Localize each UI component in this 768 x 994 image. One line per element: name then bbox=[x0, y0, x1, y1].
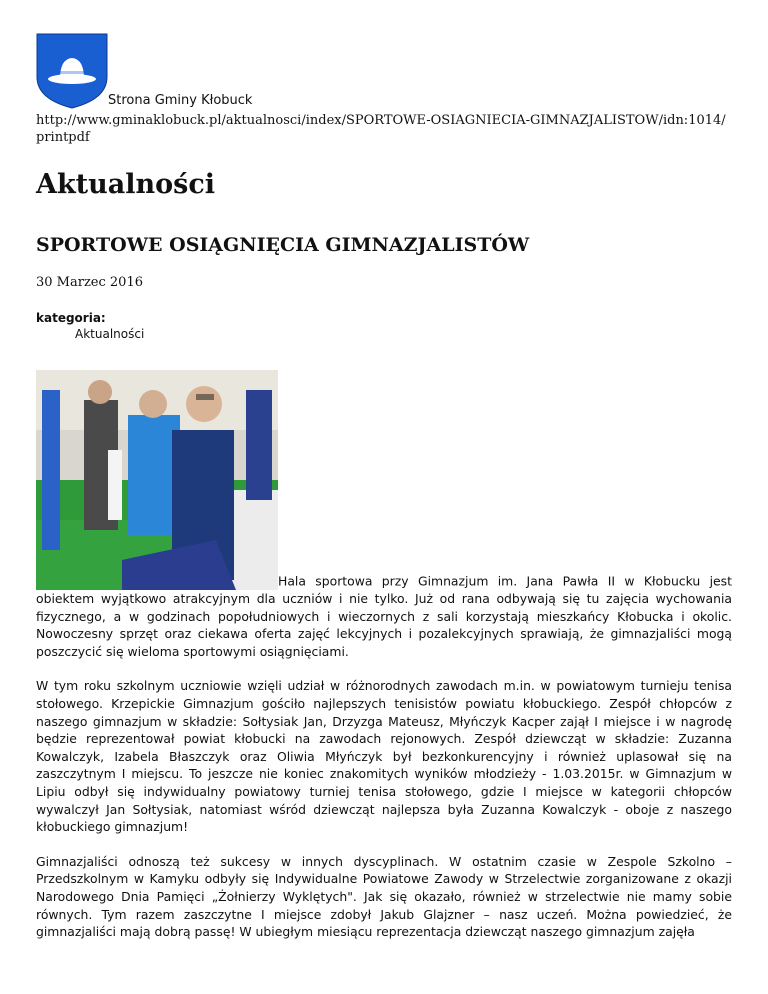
site-name: Strona Gminy Kłobuck bbox=[108, 93, 253, 108]
document-page bbox=[36, 33, 732, 941]
source-url[interactable]: http://www.gminaklobuck.pl/aktualnosci/index/SPORTOWE-OSIAGNIECIA-GIMNAZJALISTOW/idn:1014/printpdf bbox=[36, 113, 726, 145]
coat-of-arms-icon bbox=[36, 33, 108, 109]
header bbox=[36, 33, 732, 146]
section-title: Aktualności bbox=[36, 169, 216, 200]
article-paragraph-1: Hala sportowa przy Gimnazjum im. Jana Pawła II w Kłobucku jest obiektem wyjątkowo atrakcyjnym dla uczniów i nie tylko. Już od rana odbywają się tu zajęcia wychowania fizycznego, a w godzinach popołudniowych i wieczornych z sali korzystają mieszkańcy Kłobucka i okolic. Nowoczesny sprzęt oraz ciekawa oferta zajęć lekcyjnych i pozalekcyjnych sprawiają, że gimnazjaliści mogą poszczycić się wieloma sportowymi osiągnięciami. bbox=[36, 370, 732, 660]
article-paragraph-2: W tym roku szkolnym uczniowie wzięli udział w różnorodnych zawodach m.in. w powiatowym turnieju tenisa stołowego. Krzepickie Gimnazjum gościło najlepszych tenisistów powiatu kłobuckiego. Zespół chłopców z naszego gimnazjum w składzie: Sołtysiak Jan, Drzyzga Mateusz, Młyńczyk Kacper zajął I miejsce i w nagrodę będzie reprezentował powiat kłobucki na zawodach rejonowych. Zespół dziewcząt w składzie: Zuzanna Kowalczyk, Izabela Błaszczyk oraz Oliwia Młyńczyk był bezkonkurencyjny i również uplasował się na zaszczytnym I miejscu. To jeszcze nie koniec znakomitych wyników młodzieży - 1.03.2015r. w Gimnazjum w Lipiu odbył się indywidualny powiatowy turniej tenisa stołowego, gdzie I miejsce w kategorii chłopców wywalczył Jan Sołtysiak, natomiast wśród dziewcząt najlepsza była Zuzanna Kowalczyk - oboje z naszego kłobuckiego gimnazjum! bbox=[36, 678, 732, 835]
category-label: kategoria: bbox=[36, 311, 106, 325]
article-title: SPORTOWE OSIĄGNIĘCIA GIMNAZJALISTÓW bbox=[36, 234, 530, 256]
article-photo bbox=[36, 370, 278, 590]
category-value: Aktualności bbox=[75, 327, 145, 341]
article-paragraph-3: Gimnazjaliści odnoszą też sukcesy w innych dyscyplinach. W ostatnim czasie w Zespole Szkolno – Przedszkolnym w Kamyku odbyły się Indywidualne Powiatowe Zawody w Strzelectwie zorganizowane z okazji Narodowego Dnia Pamięci „Żołnierzy Wyklętych". Jak się okazało, również w strzelectwie nie mamy sobie równych. Tym razem zaszczytne I miejsce zdobył Jakub Glajzner – nasz uczeń. Można powiedzieć, że gimnazjaliści mają dobrą passę! W ubiegłym miesiącu reprezentacja dziewcząt naszego gimnazjum zajęła bbox=[36, 853, 732, 940]
article-date: 30 Marzec 2016 bbox=[36, 275, 143, 290]
